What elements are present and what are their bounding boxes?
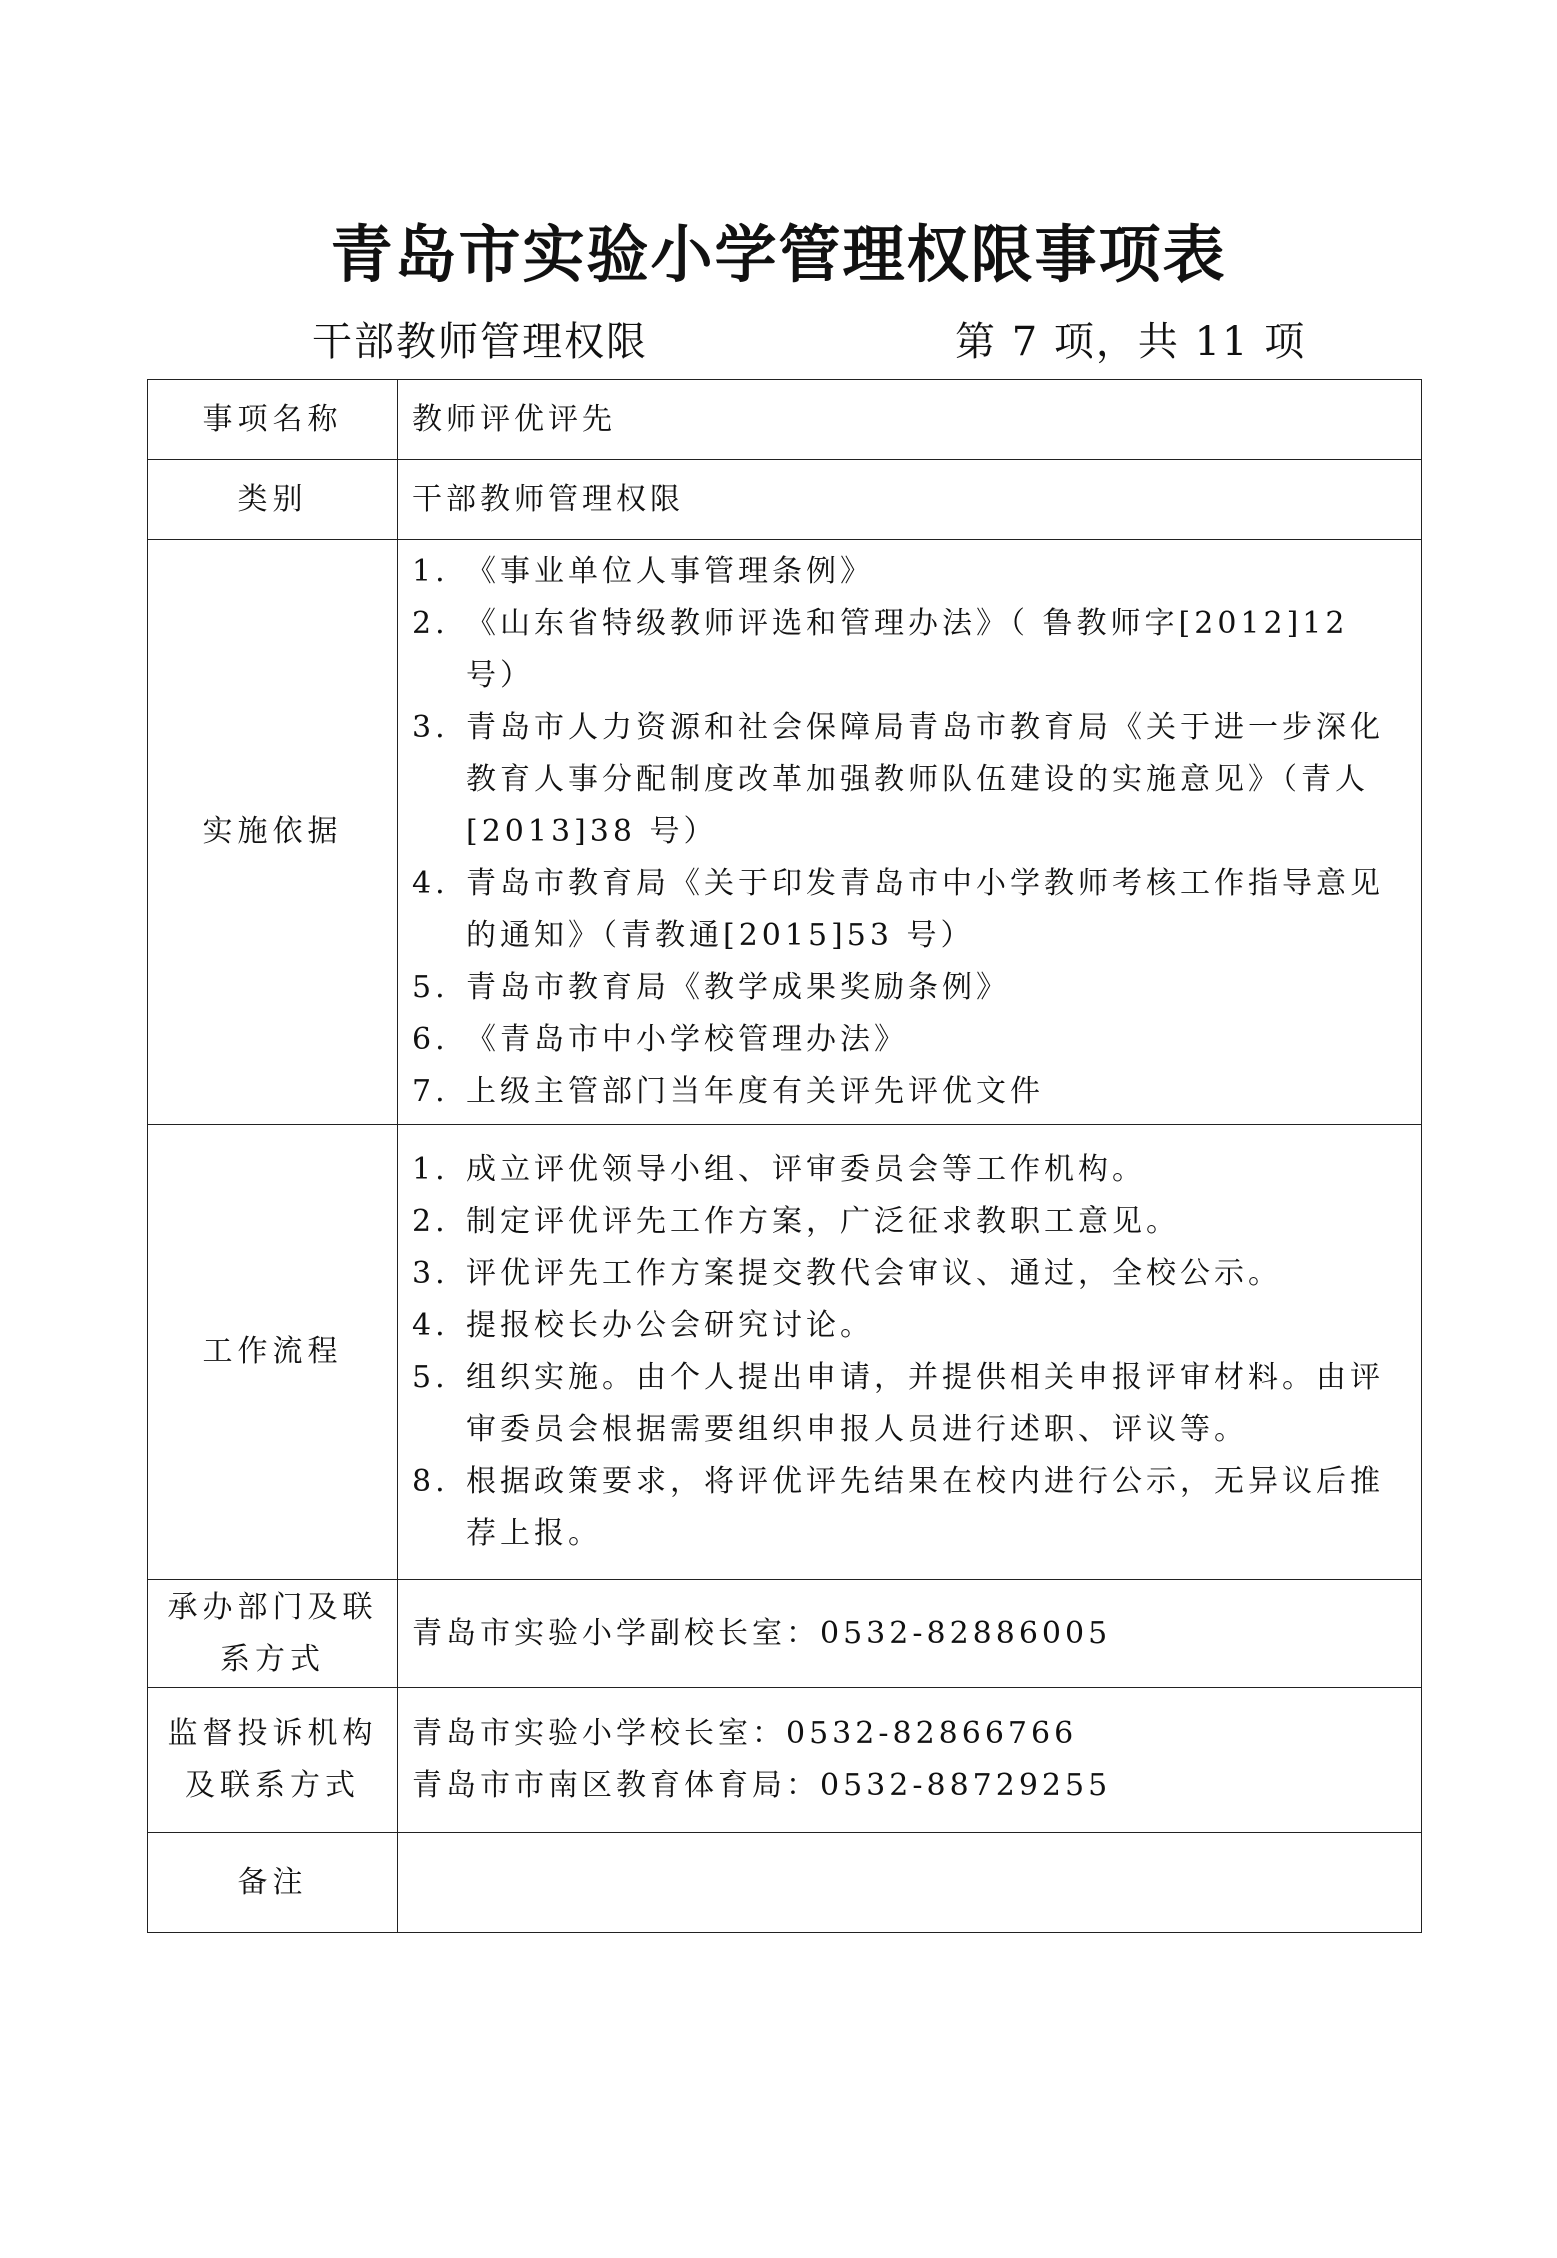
value-item-name: 教师评优评先 (398, 380, 1422, 460)
workflow-item: 4. 提报校长办公会研究讨论。 (412, 1308, 874, 1343)
workflow-item: 3. 评优评先工作方案提交教代会审议、通过，全校公示。 (412, 1256, 1282, 1291)
basis-item: 3. 青岛市人力资源和社会保障局青岛市教育局《关于进一步深化教育人事分配制度改革加强教师队伍建设的实施意见》（青人[2013]38 号） (412, 710, 1384, 849)
page-title: 青岛市实验小学管理权限事项表 (330, 218, 1227, 291)
workflow-item: 5. 组织实施。由个人提出申请，并提供相关申报评审材料。由评审委员会根据需要组织申报人员进行述职、评议等。 (412, 1360, 1384, 1447)
supervision-line: 青岛市市南区教育体育局：0532-88729255 (412, 1768, 1112, 1803)
permission-table (147, 379, 1422, 1933)
label-category: 类别 (148, 460, 398, 540)
label-supervision: 监督投诉机构及联系方式 (148, 1688, 398, 1833)
item-counter: 第 7 项，共 11 项 (955, 319, 1307, 365)
workflow-item: 1. 成立评优领导小组、评审委员会等工作机构。 (412, 1152, 1146, 1187)
workflow-item: 2. 制定评优评先工作方案，广泛征求教职工意见。 (412, 1204, 1180, 1239)
row-dept (148, 1580, 1422, 1688)
workflow-item: 8. 根据政策要求，将评优评先结果在校内进行公示，无异议后推荐上报。 (412, 1464, 1384, 1551)
label-dept: 承办部门及联系方式 (148, 1580, 398, 1688)
value-workflow (398, 1125, 1422, 1580)
label-item-name: 事项名称 (148, 380, 398, 460)
basis-item: 2. 《山东省特级教师评选和管理办法》（ 鲁教师字[2012]12 号） (412, 606, 1349, 693)
value-supervision (398, 1688, 1422, 1833)
value-remarks (398, 1833, 1422, 1933)
row-basis (148, 540, 1422, 1125)
row-remarks (148, 1833, 1422, 1933)
supervision-line: 青岛市实验小学校长室：0532-82866766 (412, 1716, 1078, 1751)
row-workflow (148, 1125, 1422, 1580)
basis-item: 4. 青岛市教育局《关于印发青岛市中小学教师考核工作指导意见的通知》（青教通[2015]53 号） (412, 866, 1384, 953)
basis-item: 1. 《事业单位人事管理条例》 (412, 554, 874, 589)
row-supervision (148, 1688, 1422, 1833)
label-workflow: 工作流程 (148, 1125, 398, 1580)
value-basis (398, 540, 1422, 1125)
section-subtitle: 干部教师管理权限 (312, 319, 648, 365)
value-dept: 青岛市实验小学副校长室：0532-82886005 (398, 1580, 1422, 1688)
basis-item: 5. 青岛市教育局《教学成果奖励条例》 (412, 970, 1010, 1005)
label-basis: 实施依据 (148, 540, 398, 1125)
label-remarks: 备注 (148, 1833, 398, 1933)
value-category: 干部教师管理权限 (398, 460, 1422, 540)
basis-item: 6. 《青岛市中小学校管理办法》 (412, 1022, 908, 1057)
basis-item: 7. 上级主管部门当年度有关评先评优文件 (412, 1074, 1044, 1109)
row-category (148, 460, 1422, 540)
row-item-name (148, 380, 1422, 460)
